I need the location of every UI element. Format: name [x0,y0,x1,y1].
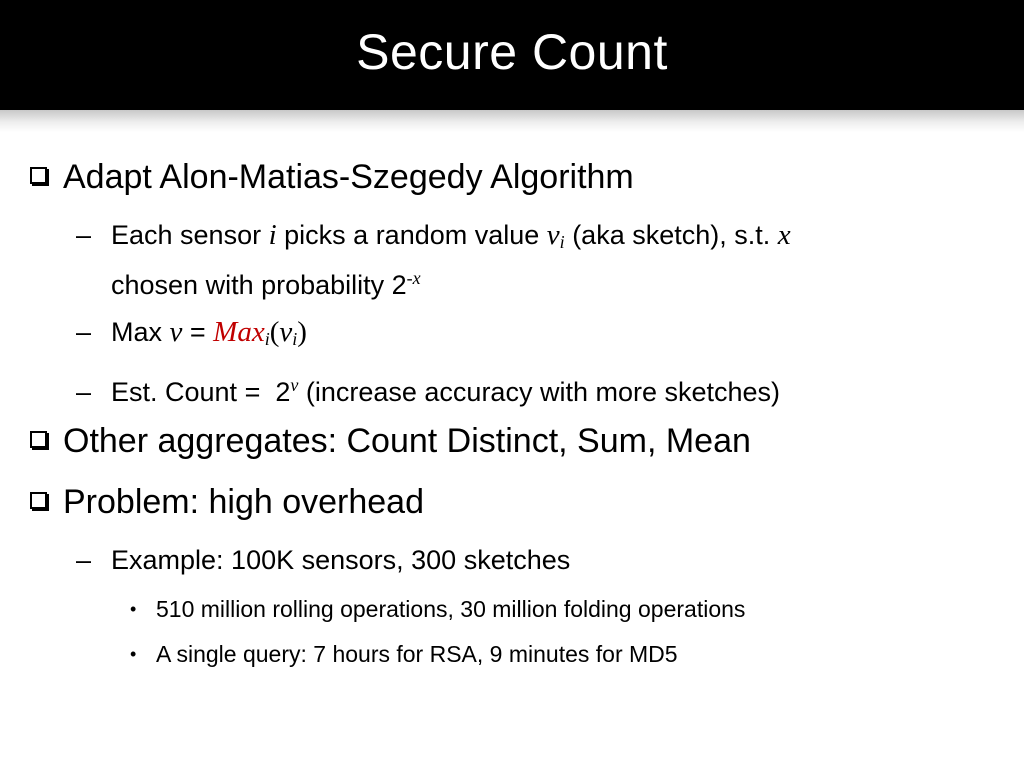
sub-bullet-example [76,540,570,580]
text-run: Est. Count = 2 [111,377,291,407]
math-superscript-neg-x: -x [406,268,421,288]
dot-bullet-icon: • [130,644,137,664]
text-run: Each sensor [111,220,269,250]
text-run: picks a random value [276,220,547,250]
math-paren-close: ) [297,316,307,348]
math-var-v: v [546,219,560,251]
text-run: A single query: 7 hours for RSA, 9 minutes for MD5 [156,641,678,667]
sub-sub-bullet-query-time [130,638,678,670]
bullet-adapt-ams [30,157,634,197]
bullet-text: Problem: high overhead [63,483,425,521]
sub-bullet-sensor-sketch [76,215,791,262]
slide-title: Secure Count [356,24,668,80]
sub-bullet-sensor-sketch-continuation [111,258,421,305]
bullet-other-aggregates [30,421,751,461]
bullet-text: Other aggregates: Count Distinct, Sum, Mean [63,422,751,460]
math-var-i: i [268,219,277,251]
dash-bullet-icon: – [76,377,92,407]
square-bullet-icon [30,492,47,509]
sub-sub-bullet-operations [130,593,745,625]
dash-bullet-icon: – [76,220,92,250]
text-run: (aka sketch), s.t. [564,220,778,250]
text-run: Max [111,317,170,347]
math-var-x: x [777,219,791,251]
text-run: (increase accuracy with more sketches) [298,377,781,407]
square-bullet-icon [30,431,47,448]
square-bullet-icon [30,167,47,184]
dash-bullet-icon: – [76,317,92,347]
math-subscript-i: i [264,329,270,349]
text-run: Example: 100K sensors, 300 sketches [111,545,571,575]
text-run: chosen with probability 2 [111,270,407,300]
dot-bullet-icon: • [130,599,137,619]
dash-bullet-icon: – [76,545,92,575]
math-superscript-v: v [290,375,299,395]
bullet-text: Adapt Alon-Matias-Szegedy Algorithm [63,158,634,196]
bullet-problem-overhead [30,482,424,522]
math-subscript-i: i [292,329,298,349]
math-paren-open: ( [269,316,280,348]
math-var-v: v [279,316,293,348]
math-var-v: v [169,316,183,348]
math-max-function: Max [213,316,265,348]
sub-bullet-max-v [76,312,307,359]
text-run: 510 million rolling operations, 30 million folding operations [156,596,746,622]
math-subscript-i: i [559,232,565,252]
text-run: = [182,317,214,347]
sub-bullet-est-count [76,365,780,412]
